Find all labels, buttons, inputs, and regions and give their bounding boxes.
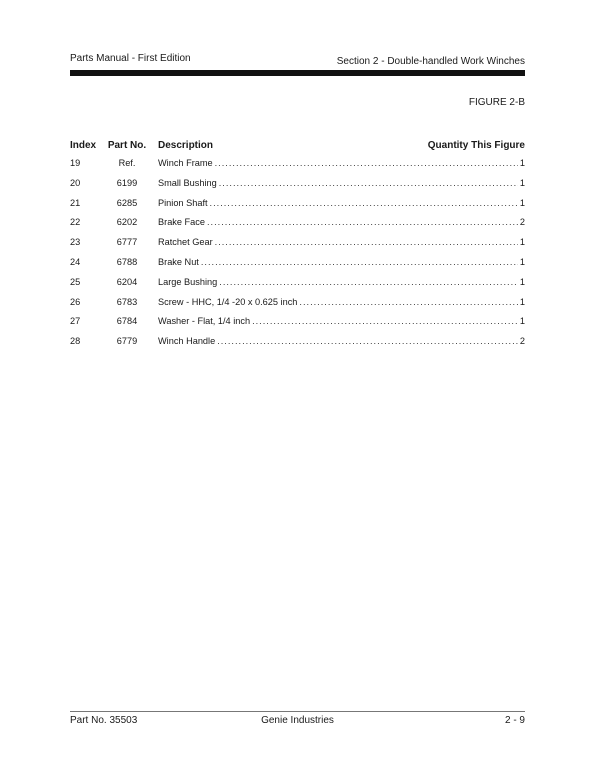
row-quantity: 1	[519, 237, 525, 248]
table-row	[70, 217, 525, 237]
row-description: Brake Nut	[158, 256, 199, 267]
row-index: 19	[70, 158, 81, 168]
row-description: Brake Face	[158, 217, 205, 228]
row-description: Small Bushing	[158, 177, 217, 188]
row-part-no: 6788	[116, 256, 138, 267]
row-quantity: 1	[519, 276, 525, 287]
part-number: Part No. 35503	[70, 715, 138, 726]
row-quantity: 1	[519, 256, 525, 267]
page-header	[70, 53, 525, 69]
row-index: 25	[70, 276, 81, 287]
row-description-line	[158, 316, 525, 326]
row-description-line	[158, 277, 525, 287]
header-description: Description	[158, 140, 214, 151]
footer-rule	[70, 711, 525, 712]
row-quantity: 1	[519, 197, 525, 208]
page-number: 2 - 9	[504, 715, 525, 726]
row-index: 20	[70, 177, 81, 188]
company-name: Genie Industries	[261, 715, 334, 726]
row-quantity: 2	[519, 336, 525, 347]
row-index: 26	[70, 296, 81, 307]
dot-leader	[210, 198, 518, 208]
row-description: Winch Frame	[158, 158, 213, 168]
row-description: Large Bushing	[158, 276, 218, 287]
row-part-no: 6784	[116, 316, 138, 327]
row-description-line	[158, 158, 525, 168]
row-index: 21	[70, 197, 81, 208]
table-row	[70, 336, 525, 356]
row-description-line	[158, 178, 525, 188]
row-description: Pinion Shaft	[158, 197, 208, 208]
row-part-no: 6199	[116, 177, 138, 188]
table-row	[70, 237, 525, 257]
row-index: 23	[70, 237, 81, 248]
row-quantity: 2	[519, 217, 525, 228]
row-index: 28	[70, 336, 81, 347]
row-quantity: 1	[519, 296, 525, 307]
row-description: Washer - Flat, 1/4 inch	[158, 316, 251, 327]
table-row	[70, 277, 525, 297]
dot-leader	[217, 336, 518, 346]
row-index: 22	[70, 217, 81, 228]
row-part-no: 6779	[116, 336, 138, 347]
row-part-no: 6204	[116, 276, 138, 287]
table-row	[70, 257, 525, 277]
row-part-no: 6285	[116, 197, 138, 208]
header-quantity: Quantity This Figure	[427, 140, 525, 151]
header-index: Index	[70, 140, 97, 151]
row-quantity: 1	[519, 316, 525, 327]
table-row	[70, 198, 525, 218]
dot-leader	[219, 277, 518, 287]
dot-leader	[219, 178, 518, 188]
row-part-no: Ref.	[118, 158, 136, 168]
figure-label: FIGURE 2-B	[468, 97, 525, 108]
row-quantity: 1	[519, 158, 525, 168]
dot-leader	[207, 217, 518, 227]
row-description-line	[158, 237, 525, 247]
manual-title: Parts Manual - First Edition	[70, 53, 191, 64]
row-description: Ratchet Gear	[158, 237, 213, 248]
row-description-line	[158, 257, 525, 267]
page-footer	[70, 715, 525, 729]
row-description-line	[158, 217, 525, 227]
dot-leader	[252, 316, 518, 326]
table-row	[70, 316, 525, 336]
row-description-line	[158, 336, 525, 346]
table-row	[70, 297, 525, 317]
row-part-no: 6777	[116, 237, 138, 248]
row-part-no: 6202	[116, 217, 138, 228]
row-description: Winch Handle	[158, 336, 216, 347]
row-description-line	[158, 297, 525, 307]
row-part-no: 6783	[116, 296, 138, 307]
table-row	[70, 178, 525, 198]
dot-leader	[299, 297, 517, 307]
table-header	[70, 140, 525, 158]
row-description: Screw - HHC, 1/4 -20 x 0.625 inch	[158, 296, 298, 307]
row-index: 27	[70, 316, 81, 327]
row-quantity: 1	[519, 177, 525, 188]
table-body	[70, 158, 525, 356]
row-index: 24	[70, 256, 81, 267]
parts-table	[70, 140, 525, 356]
section-title: Section 2 - Double-handled Work Winches	[336, 56, 525, 67]
row-description-line	[158, 198, 525, 208]
dot-leader	[215, 237, 518, 247]
header-rule	[70, 70, 525, 76]
header-part-no: Part No.	[107, 140, 147, 151]
dot-leader	[215, 158, 518, 168]
table-row	[70, 158, 525, 178]
dot-leader	[201, 257, 518, 267]
